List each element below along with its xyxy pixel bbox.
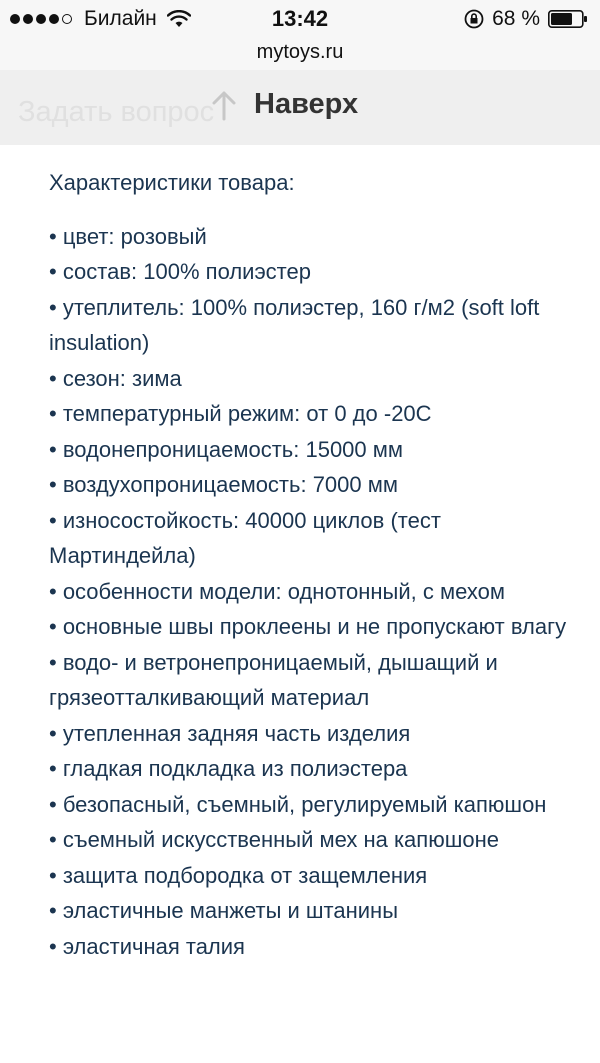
page-header xyxy=(0,70,600,145)
url-domain: mytoys.ru xyxy=(256,41,344,63)
battery-icon xyxy=(548,10,588,28)
spec-item: • водонепроницаемость: 15000 мм xyxy=(49,436,404,462)
specs-list xyxy=(49,219,589,965)
spec-item: • износостойкость: 40000 циклов (тест Мартиндейла) xyxy=(49,507,441,568)
carrier-name: Билайн xyxy=(84,7,157,30)
status-right xyxy=(464,7,588,31)
clock: 13:42 xyxy=(271,6,329,31)
spec-item: • сезон: зима xyxy=(49,365,182,391)
spec-item: • особенности модели: однотонный, с мехом xyxy=(49,578,505,604)
ask-question-ghost-text: Задать вопрос xyxy=(18,96,215,128)
specs-title: Характеристики товара: xyxy=(49,170,295,195)
spec-item: • эластичная талия xyxy=(49,933,245,959)
address-bar[interactable] xyxy=(0,40,600,70)
back-to-top-button[interactable] xyxy=(210,88,358,121)
spec-item: • основные швы проклеены и не пропускают влагу xyxy=(49,614,567,639)
spec-item: • безопасный, съемный, регулируемый капюшон xyxy=(49,791,547,817)
spec-item: • цвет: розовый xyxy=(49,223,207,249)
spec-item: • утеплитель: 100% полиэстер, 160 г/м2 (soft loft insulation) xyxy=(49,294,540,355)
spec-item: • состав: 100% полиэстер xyxy=(49,259,311,284)
rotation-lock-icon xyxy=(464,9,484,29)
spec-item: • съемный искусственный мех на капюшоне xyxy=(49,827,499,852)
back-to-top-label: Наверх xyxy=(254,88,359,120)
spec-item: • водо- и ветронепроницаемый, дышащий и грязеотталкивающий материал xyxy=(49,649,498,710)
spec-item: • температурный режим: от 0 до -20С xyxy=(49,401,432,426)
spec-item: • защита подбородка от защемления xyxy=(49,862,428,888)
spec-item: • воздухопроницаемость: 7000 мм xyxy=(49,472,398,497)
product-specs xyxy=(49,150,589,964)
status-bar xyxy=(0,0,600,40)
battery-percent: 68 % xyxy=(492,7,540,30)
spec-item: • гладкая подкладка из полиэстера xyxy=(49,756,408,781)
spec-item: • утепленная задняя часть изделия xyxy=(49,720,411,746)
spec-item: • эластичные манжеты и штанины xyxy=(49,898,399,923)
arrow-up-icon xyxy=(210,89,238,121)
